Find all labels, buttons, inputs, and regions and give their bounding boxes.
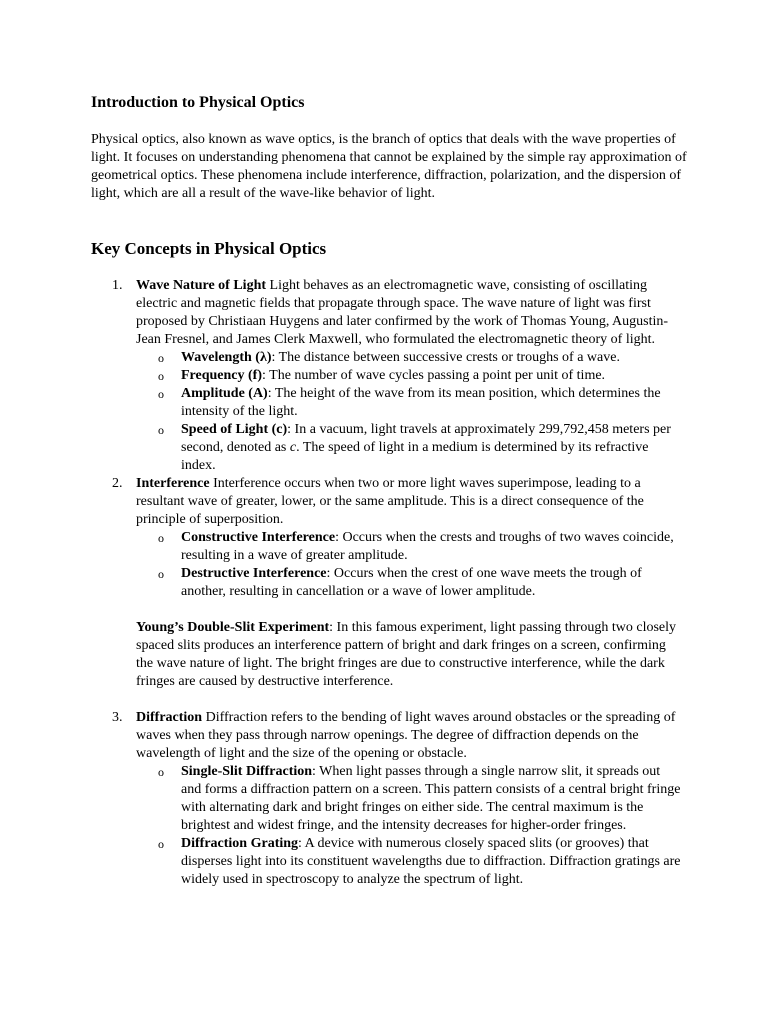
sub-item-term: Diffraction Grating [181,836,299,851]
intro-paragraph: Physical optics, also known as wave optics, is the branch of optics that deals with the wave properties of light. It focuses on understanding phenomena that cannot be explained by the simple ray approximation of geometrical optics. These phenomena include interference, diffraction, polarization, and the dispersion of light, which are all a result of the wave-like behavior of light. [91,132,687,201]
item-term: Interference [136,476,210,491]
sub-item-text: : The number of wave cycles passing a point per unit of time. [262,368,606,383]
sub-item-frequency [0,367,681,385]
sub-item-single-slit [0,763,681,835]
bullet-icon: o [158,423,164,437]
sub-item-amplitude [0,385,681,421]
section-heading: Key Concepts in Physical Optics [91,239,327,258]
item-text: Interference occurs when two or more light waves superimpose, leading to a resultant wave of greater, lower, or the same amplitude. This is a direct consequence of the principle of superposition. [136,476,644,527]
bullet-icon: o [158,837,164,851]
sub-item-text: : Occurs when the crest of one wave meets the trough of another, resulting in cancellation or a wave of lower amplitude. [181,566,642,599]
item-term: Diffraction [136,710,203,725]
bullet-icon: o [158,369,164,383]
list-item-interference [0,475,680,529]
item-term: Wave Nature of Light [136,278,267,293]
sub-item-term: Speed of Light (c) [181,422,288,437]
sub-item-italic: c [289,440,297,455]
bullet-icon: o [158,765,164,779]
item-number: 1. [112,278,123,293]
item-number: 2. [112,476,123,491]
bullet-icon: o [158,567,164,581]
page-title: Introduction to Physical Optics [91,94,305,111]
sub-item-destructive [0,565,681,601]
list-item-wave-nature [0,277,680,349]
bullet-icon: o [158,387,164,401]
sub-item-text: : When light passes through a single narrow slit, it spreads out and forms a diffraction pattern on a screen. This pattern consists of a central bright fringe with alternating dark and bright fringes on either side. The central maximum is the brightest and widest fringe, and the intensity decreases for higher-order fringes. [181,764,681,833]
sub-item-term: Single-Slit Diffraction [181,764,313,779]
concepts-list [0,277,768,889]
item-number: 3. [112,710,123,725]
sub-item-constructive [0,529,681,565]
sub-item-term: Destructive Interference [181,566,327,581]
bullet-icon: o [158,351,164,365]
sub-item-term: Wavelength (λ) [181,350,272,365]
youngs-experiment-note [0,619,682,691]
note-term: Young’s Double-Slit Experiment [136,620,330,635]
sub-item-term: Frequency (f) [181,368,262,383]
sub-item-grating [0,835,681,889]
sub-item-text: . The speed of light in a medium is determined by its refractive index. [181,440,649,473]
sub-item-text: : In a vacuum, light travels at approximately 299,792,458 meters per second, denoted as [181,422,671,455]
bullet-icon: o [158,531,164,545]
note-text: : In this famous experiment, light passing through two closely spaced slits produces an interference pattern of bright and dark fringes on a screen, confirming the wave nature of light. The bright fringes are due to constructive interference, while the dark fringes are caused by destructive interference. [136,620,677,689]
sub-item-text: : The height of the wave from its mean position, which determines the intensity of the light. [181,386,661,419]
item-text: Light behaves as an electromagnetic wave, consisting of oscillating electric and magnetic fields that propagate through space. The wave nature of light was first proposed by Christiaan Huygens and later confirmed by the work of Thomas Young, Augustin-Jean Fresnel, and James Clerk Maxwell, who formulated the electromagnetic theory of light. [136,278,669,347]
sub-item-text: : The distance between successive crests or troughs of a wave. [271,350,620,365]
sub-item-speed-of-light [0,421,681,475]
list-item-diffraction [0,709,680,763]
sub-item-text: : A device with numerous closely spaced slits (or grooves) that disperses light into its constituent wavelengths due to diffraction. Diffraction gratings are widely used in spectroscopy to analyze the spectrum of light. [181,836,681,887]
sub-item-wavelength [0,349,681,367]
sub-item-text: : Occurs when the crests and troughs of two waves coincide, resulting in a wave of greater amplitude. [181,530,674,563]
sub-item-term: Constructive Interference [181,530,336,545]
item-text: Diffraction refers to the bending of light waves around obstacles or the spreading of waves when they pass through narrow openings. The degree of diffraction depends on the wavelength of light and the size of the opening or obstacle. [136,710,676,761]
sub-item-term: Amplitude (A) [181,386,268,401]
